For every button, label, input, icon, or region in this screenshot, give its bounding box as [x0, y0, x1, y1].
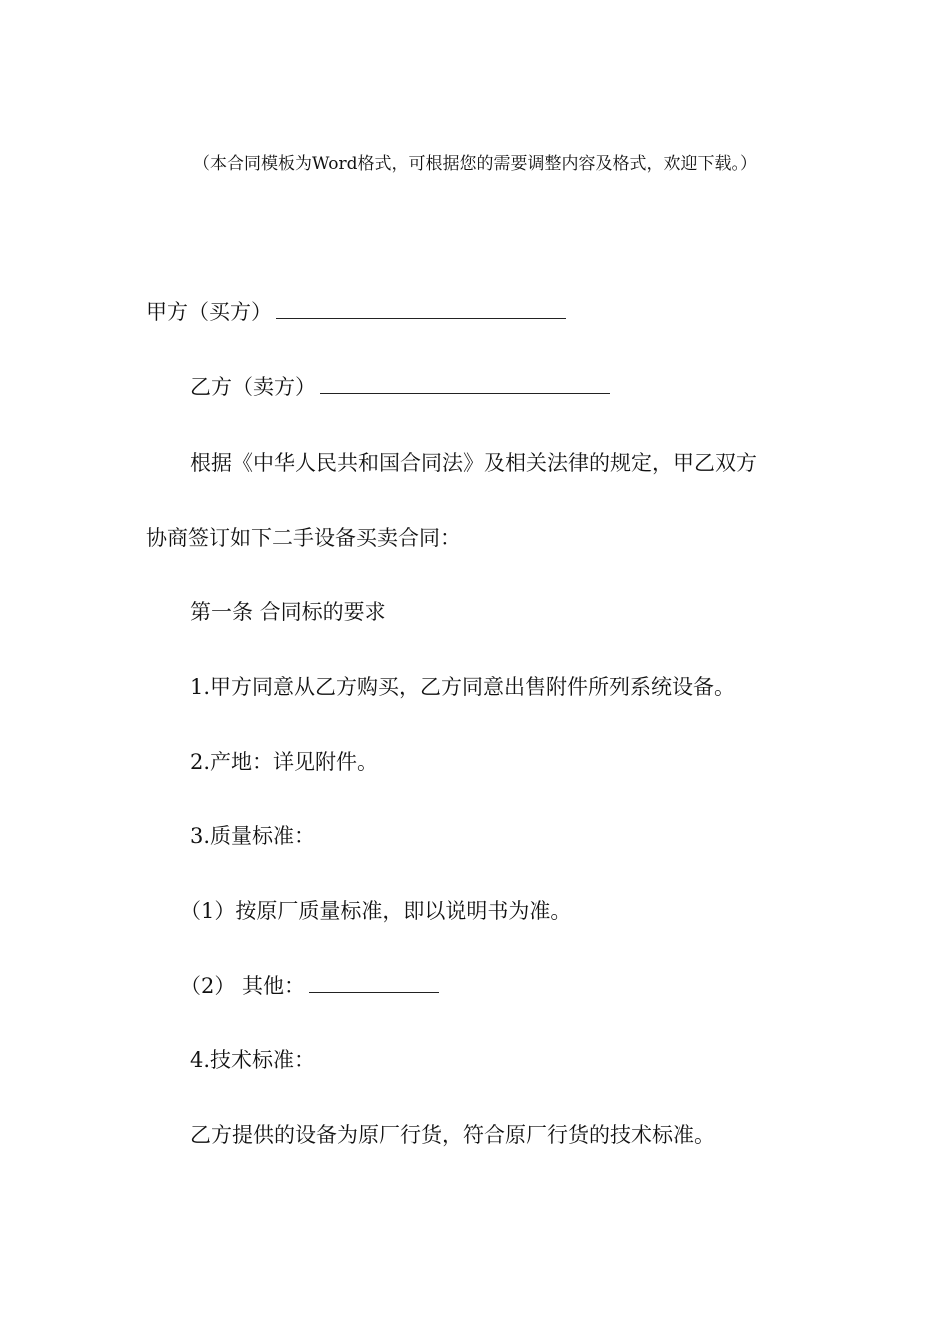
template-note: （本合同模板为Word格式，可根据您的需要调整内容及格式，欢迎下载。）: [192, 154, 758, 174]
intro-paragraph-line-2: 协商签订如下二手设备买卖合同：: [146, 526, 461, 550]
clause-3-sub-2-line: [180, 972, 439, 1000]
clause-4-text: 乙方提供的设备为原厂行货，符合原厂行货的技术标准。: [190, 1123, 715, 1147]
clause-1: 1.甲方同意从乙方购买，乙方同意出售附件所列系统设备。: [190, 675, 736, 699]
clause-3-sub-1: （1）按原厂质量标准，即以说明书为准。: [180, 899, 572, 923]
other-standard-blank: [309, 972, 439, 993]
clause-4: 4.技术标准：: [190, 1048, 316, 1072]
intro-paragraph-line-1: 根据《中华人民共和国合同法》及相关法律的规定，甲乙双方: [190, 451, 757, 475]
clause-3: 3.质量标准：: [190, 824, 316, 848]
clause-3-sub-2: （2） 其他：: [180, 974, 306, 998]
seller-name-blank: [320, 373, 610, 394]
seller-label: 乙方（卖方）: [190, 375, 316, 399]
buyer-label: 甲方（买方）: [146, 300, 272, 324]
buyer-party-line: [146, 298, 566, 326]
article-1-title: 第一条 合同标的要求: [190, 600, 386, 624]
buyer-name-blank: [276, 298, 566, 319]
seller-party-line: [190, 373, 610, 401]
clause-2: 2.产地：详见附件。: [190, 750, 379, 774]
